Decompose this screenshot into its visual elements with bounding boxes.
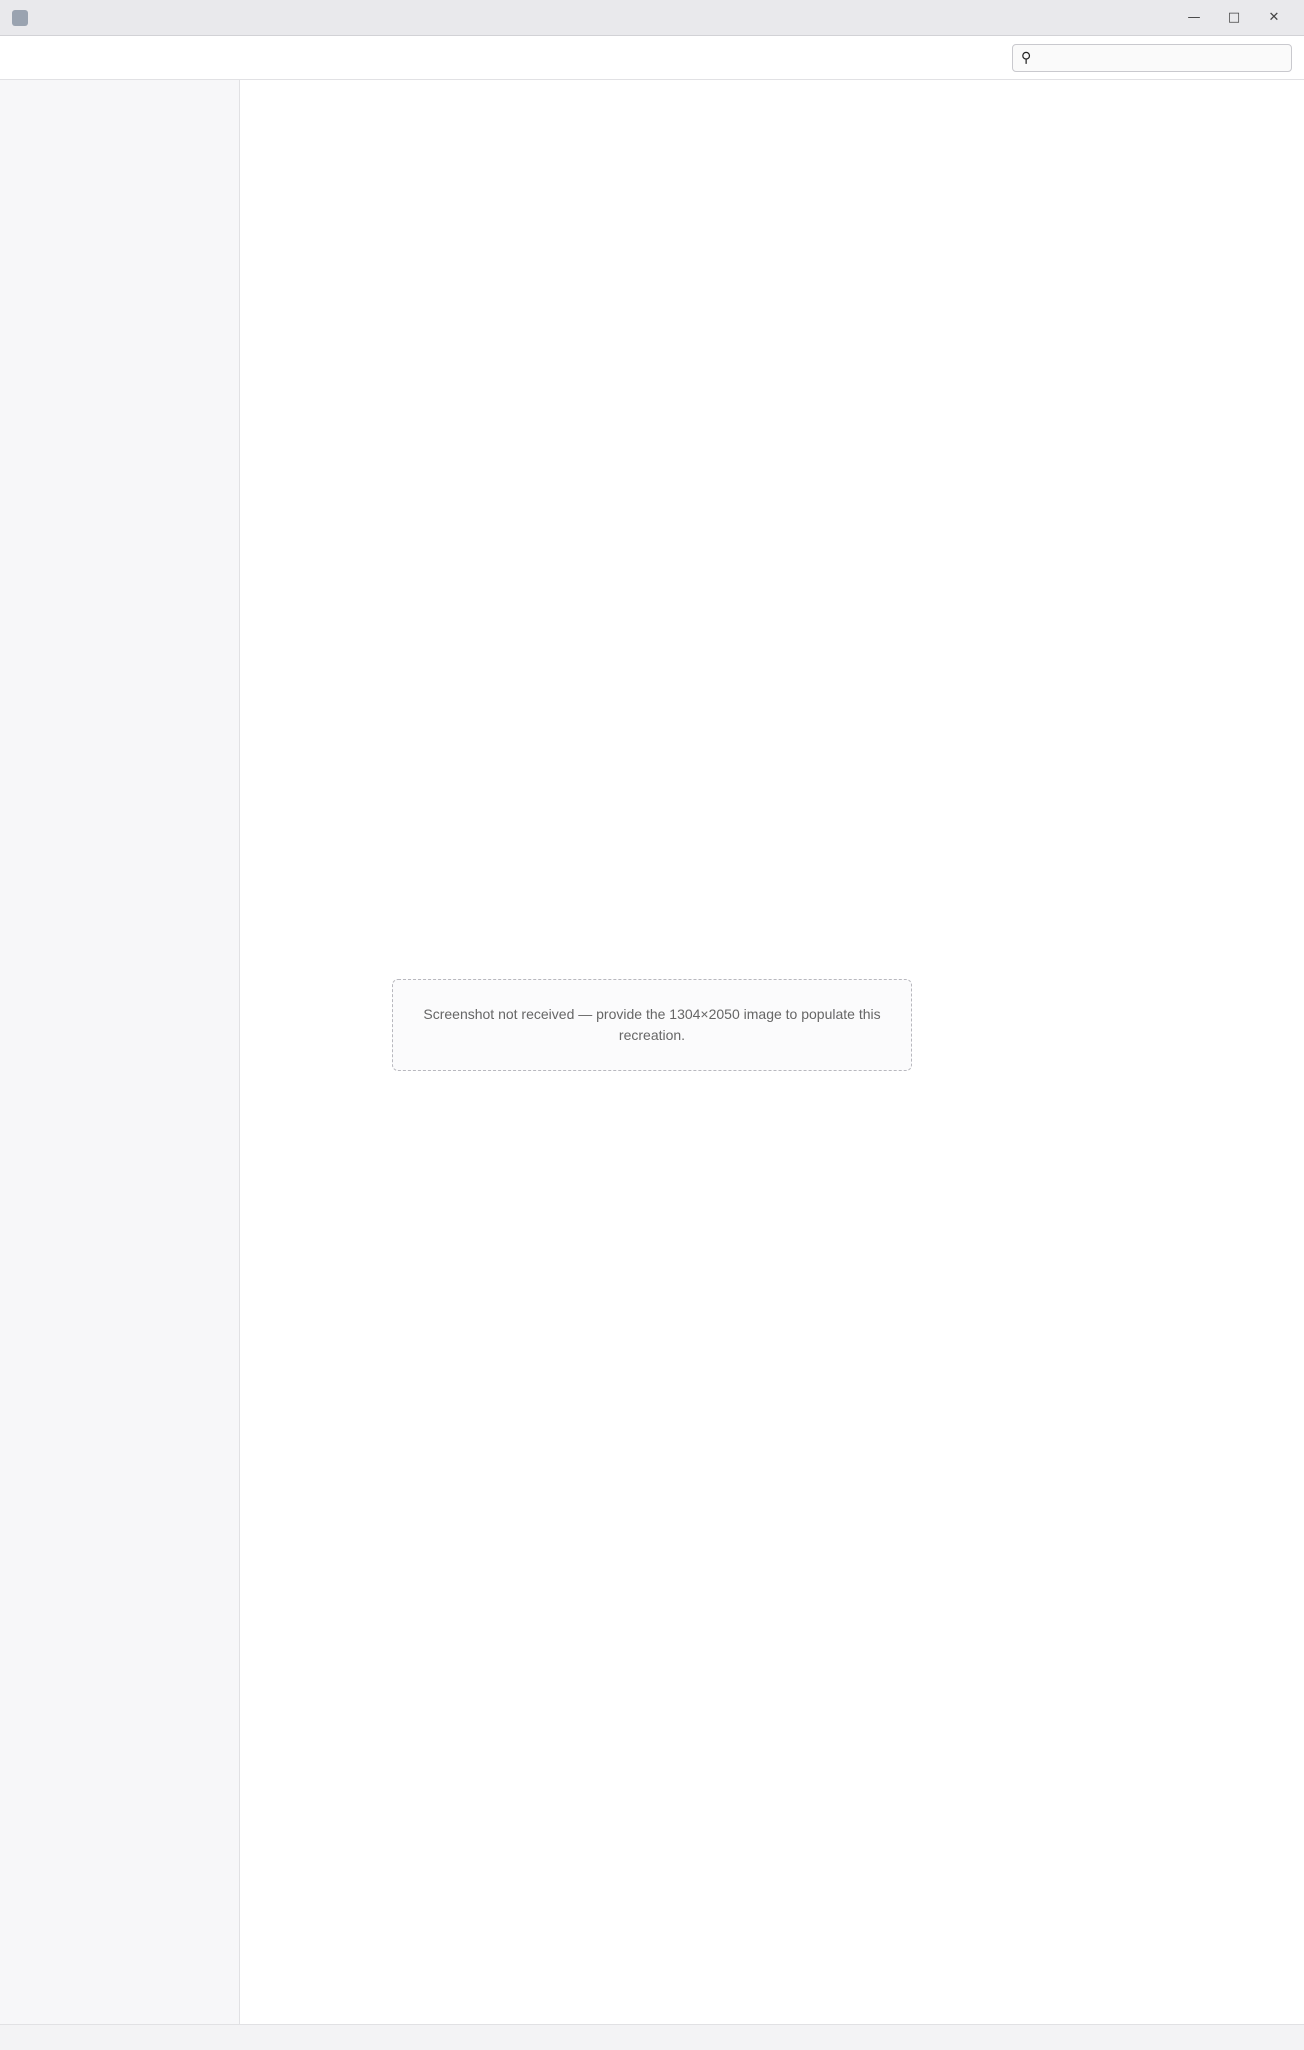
app-icon [12, 10, 28, 26]
maximize-icon[interactable]: □ [1227, 10, 1241, 25]
window-controls [1176, 5, 1292, 31]
status-bar [0, 2024, 1304, 2050]
title-bar [0, 0, 1304, 36]
search-icon: ⚲ [1021, 49, 1032, 65]
missing-screenshot-notice: Screenshot not received — provide the 1304×2050 image to populate this recreation. [392, 979, 912, 1071]
sidebar [0, 80, 240, 2024]
close-icon[interactable]: ✕ [1268, 10, 1280, 25]
toolbar [0, 36, 1304, 80]
search-input[interactable] [1037, 49, 1283, 66]
search-box[interactable] [1012, 44, 1292, 72]
minimize-icon[interactable]: — [1187, 10, 1201, 25]
